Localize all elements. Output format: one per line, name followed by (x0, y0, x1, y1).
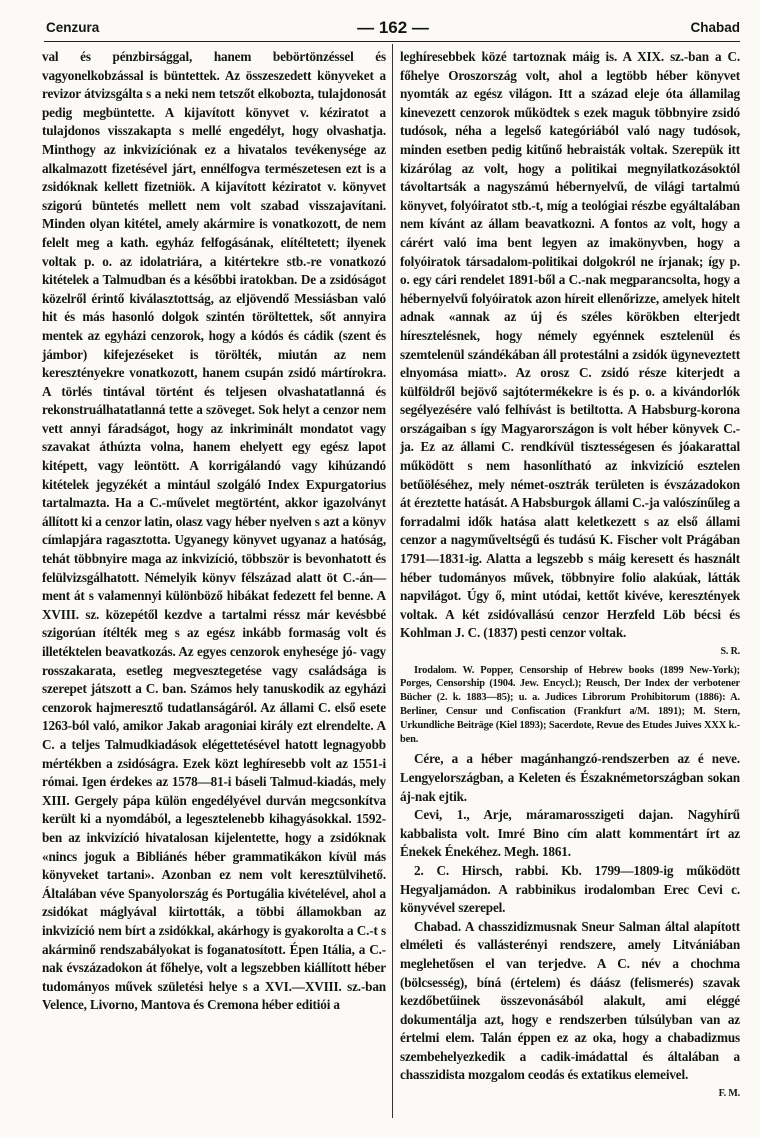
header-right: Chabad (690, 20, 740, 35)
header-left: Cenzura (46, 20, 100, 35)
page-number: — 162 — (357, 18, 429, 37)
entry-cere: Cére, a a héber magánhangzó-rendszerben az é neve. Lengyelországban, a Keleten és Északnémetországban sokan áj-nak ejtik. (400, 751, 740, 804)
column-divider (392, 44, 393, 1118)
entry-cevi-1: Cevi, 1., Arje, máramarosszigeti dajan. Nagyhírű kabbalista volt. Imré Bino cím alatt kommentárt írt az Énekek Énekéhez. Megh. 1861. (400, 807, 740, 860)
right-column-text: leghíresebbek közé tartoznak máig is. A XIX. sz.-ban a C. főhelye Oroszország volt, ahol a legtöbb héber könyvet nyomták az egész világon. Itt a század eleje óta államilag kinevezett cenzorok működtek s ezek maguk többnyire zsidó tudósok, néha a legelső kategóriából való nagy tudósok, minden esetben pedig kitűnő hebraisták voltak. Szerepük itt kizárólag az volt, hogy a politikai megnyilatkozásoktól távoltartsák a nagyszámú hébernyelvű, de világi tartalmú könyvet, folyóiratot stb.-t, míg a teológiai részbe egyáltalában nem kívánt az állam beavatkozni. A fontos az volt, hogy a cárért való ima bent legyen az imakönyvben, hogy a folyóiratok társadalom-politikai dolgokról ne írjanak; így p. o. egy cári rendelet 1891-ből a C.-nak megparancsolta, hogy a hébernyelvű folyóiratok azon híreit ellenőrizze, amelyek hitelt adnak «annak az új és széles körökben elterjedt híresztelésnek, hogy némely egyénnek esztelenül és szemtelenül szándékában áll protestálni a zsidók ügyneveztett elnyomása miatt». Az orosz C. zsidó része kiterjedt a külföldről bejövő sajtótermékekre is és p. o. a kivándorlók segélyezésére való felhívást is betiltotta. A Habsburg-korona országaiban s így Magyarországon is volt héber könyvek C.-ja. Ez az állami C. rendkívül tisztességesen és jóakarattal működött s nem hasonlítható az inkvizíció esztelen betűöléséhez, mely német-osztrák területen is évszázadokon át éreztette hatását. A Habsburgok állami C.-ja valószínűleg a forradalmi idők hatása alatt keletkezett s az első állami cenzor a nagyműveltségű és tudású K. Fischer volt Prágában 1791—1831-ig. Alatta a legszebb s máig keresett és használt héber tudományos művek, többnyire folio alakúak, látták napvilágot. Úgy ő, mint utódai, kettőt kivéve, keresztények voltak. A két zsidóvallású cenzor Herzfeld Löb bécsi és Kohlman J. C. (1837) pesti cenzor voltak. (400, 49, 740, 641)
header-rule (44, 41, 740, 42)
left-column (42, 48, 386, 1015)
entry-chabad: Chabad. A chasszidizmusnak Sneur Salman által alapított elméleti és vallásterényi rendszere, amely Litvániában meglehetősen el van terjedve. A C. név a chochma (bölcsesség), bíná (értelem) és dáász (felismerés) szavak kezdőbetűinek összevonásából alakult, ami eléggé dokumentálja azt, hogy e rendszerben túlsúlyban van az értelmi elem. Talán éppen ez az oka, hogy a chabadizmus szembehelyezkedik a cadik-imádattal és általában a chasszidista mozgalom ceodás és extatikus elemeivel. (400, 918, 740, 1083)
right-column (400, 48, 740, 1104)
literature-note: Irodalom. W. Popper, Censorship of Hebrew books (1899 New-York); Porges, Censorship (1904. Jew. Encycl.); Reusch, Der Index der verbotener Bücher (2. k. 1883—85); u. a. Judices Librorum Prohibitorum (1886): A. Berliner, Censur und Confiscation (Frankfurt a/M. 1891); M. Stern, Urkundliche Beiträge (Kiel 1893); Sacerdote, Revue des Etudes Juives XXX k.-ben. (400, 664, 740, 745)
running-header (46, 18, 740, 40)
entry-cevi-2: 2. C. Hirsch, rabbi. Kb. 1799—1809-ig működött Hegyaljamádon. A rabbinikus irodalomban Erec Cevi c. könyvével szerepel. (400, 862, 740, 916)
signature-fm: F. M. (718, 1088, 740, 1100)
signature-sr: S. R. (720, 646, 740, 657)
left-column-text: val és pénzbirsággal, hanem bebörtönzéssel és vagyonelkobzással is büntettek. Az összeszedett könyveket a revizor átvizsgálta s a neki nem tetszőt elkobozta, tulajdonosát pedig megbüntette. A kijavított könyvet v. kéziratot a tulajdonos visszakapta s mellé engedélyt, hogy olvashatja. Minthogy az inkvizíciónak ez a hivatalos tevékenysége az alkalmazott fizetésével járt, ennélfogva természetesen ezt is a zsidóknak kellett fizetniök. A kijavított kéziratot v. könyvet szigorú büntetés mellett nem volt szabad visszajavítani. Minden olyan kitétel, amely akármire is vonatkozott, de nem felelt meg a kath. egyház felfogásának, elítéltetett; ilyenek voltak p. o. az idolatriára, a kitértekre stb.-re vonatkozó kitételek a Talmudban és a későbbi iratokban. De a zsidóságot közelről érintő kiválasztottság, az eljövendő Messiásban való hit és más hasonló dolgok szintén töröltettek, sőt annyira mentek az egyházi cenzorok, hogy a kódós és cádik (szent és jámbor) kifejezéseket is törölték, miután az nem keresztényekre vonatkozott, hanem csupán zsidó mártírokra. A törlés tintával történt és teljesen olvashatatlanná és rekonstruálhatatlanná tette a szöveget. Sok helyt a cenzor nem vett annyi fáradságot, hogy az inkriminált mondatot vagy szavakat áthúzta volna, hanem ehelyett egy egész lapot kitépett, vagy leöntött. A korrigálandó vagy kihúzandó kitételek jegyzékét a mintául szolgáló Index Expurgatorius tartalmazta. Ha a C.-művelet megtörtént, akkor igazolványt állított ki a cenzor latin, olasz vagy héber nyelven s azt a könyv címlapjára ragasztotta. Ugyanegy könyvet ugyanaz a hatóság, tehát többnyire maga az inkvizíció, többször is bevonhatott és felülvizsgálhatott. Némelyik könyv félszázad alatt öt C.-án—ment át s valamennyi különböző hibákat fedezett fel benne. A XVIII. sz. közepétől kezdve a tartalmi réssz már kevésbbé szigorúan ítélték meg s az egész inkább formaság volt és illetéktelen beavatkozás. Az egyes cenzorok enyhesége jó- vagy rosszakarata, esetleg megvesztegetése vagy családsága is szerepet játszott a C. ban. Számos hely tanuskodik az egyházi cenzorok hajmeresztő tudatlanságáról. Az állami C. első esete 1263-ból való, amikor Jakab aragoniai király ezt elrendelte. A C. a teljes Talmudkiadások elégettetésével hatott legnagyobb mértékben a zsidóságra. Ezek közt leghíresebb volt az 1551-i római. Igen érdekes az 1578—81-i báseli Talmud-kiadás, mely XIII. Gergely pápa külön engedélyével durván megcsonkítva került ki a nyomdából, a legesztelenebb kihagyásokkal. 1592-ben az inkvizíció hivatalosan kijelentette, hogy a zsidóknak «nincs joguk a Bibliánés héber grammatikákon kívül más könyveket tartani». Azonban ez nem volt keresztülvihető. Általában véve Spanyolország és Portugália kivételével, ahol a zsidókat máglyával kiirtották, a többi államokban az inkvizíció nem bírt a zsidókkal, akárhogy is gyakorolta a C.-t s akárminő rendszabályokat is foganatosított. Épen Itália, a C.-nak évszázadokon át főhelye, volt a legszebben kiállított héber tudományos művek születési helye s a XVI.—XVIII. sz.-ban Velence, Livorno, Mantova és Cremona héber editiói a (42, 49, 386, 1013)
